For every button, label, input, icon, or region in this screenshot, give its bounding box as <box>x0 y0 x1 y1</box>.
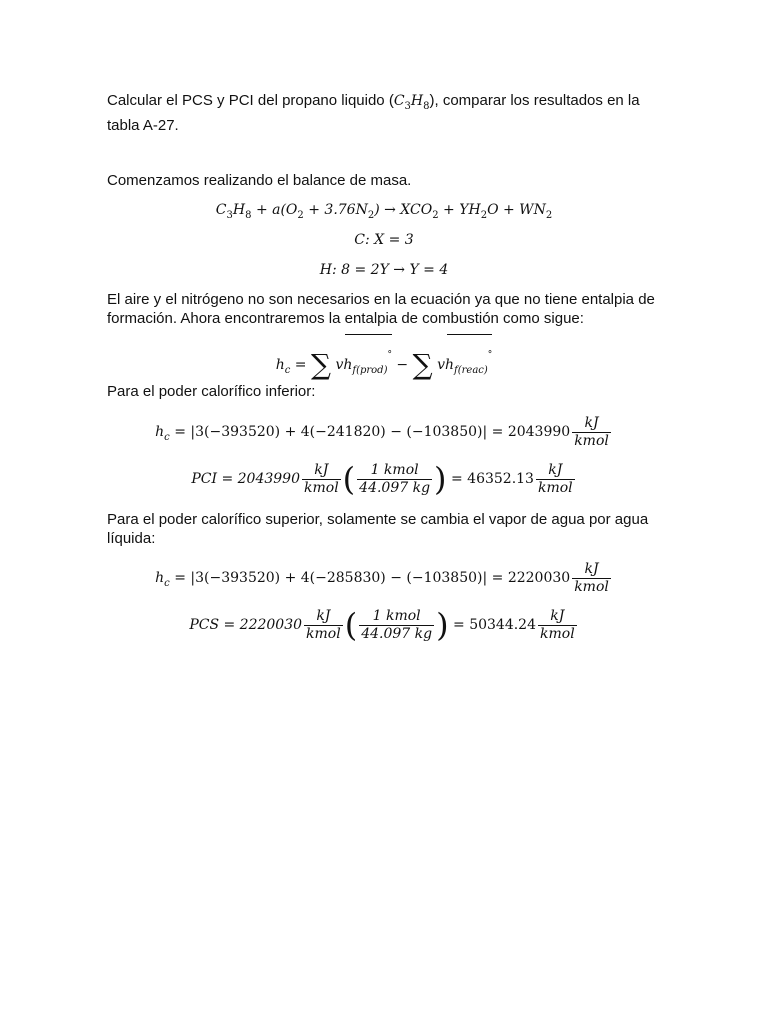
balance-intro: Comenzamos realizando el balance de masa. <box>107 172 412 189</box>
propane-formula: $C_3H_8$ <box>393 93 430 112</box>
pcs-equation: PCS = 2220030 $\frac{kJ}{\text{kmol}}$ ( $\frac{\text{1 kmol}}{44.097 kg}$ ) = 50344.24 $\frac{kJ}{\text{kmol}}$ <box>189 606 575 644</box>
pcs-heading: Para el poder calorífico superior, solamente se cambia el vapor de agua por agua líquida: <box>107 511 649 547</box>
enthalpy-paragraph: El aire y el nitrógeno no son necesarios en la ecuación ya que no tiene entalpia de formación. Ahora encontraremos la entalpia de combustión como sigue: <box>107 291 655 327</box>
pci-equation: PCI = 2043990 $\frac{kJ}{\text{kmol}}$ ( $\frac{\text{1 kmol}}{44.097 kg}$ ) = 46352.13 $\frac{kJ}{\text{kmol}}$ <box>191 460 573 498</box>
hc-lower-equation: $h_c = |3(-393520) + 4(-241820) - (-103850)| = 2043990$ $\frac{kJ}{\text{kmol}}$ <box>155 414 609 449</box>
pci-heading: Para el poder calorífico inferior: <box>107 383 316 400</box>
enthalpy-of-combustion-formula: $h_c$ = ∑ $vh_{f(prod)}^\circ$ − ∑ $vh_{f(reac)}^\circ$ <box>0 338 768 372</box>
problem-statement: Calcular el PCS y PCI del propano liquido $(C_3H_8)$, comparar los resultados en la tabla A-27. <box>107 92 640 134</box>
combustion-reaction: $C_3H_8 + a(O_2 + 3.76N_2) \to XCO_2 + YH_2O + WN_2$ <box>215 202 553 221</box>
carbon-balance: C: X = 3 <box>354 232 414 248</box>
hydrogen-balance: H: 8 = 2Y → Y = 4 <box>319 262 449 278</box>
hc-higher-equation: $h_c = |3(-393520) + 4(-285830) - (-103850)| = 2220030$ $\frac{kJ}{\text{kmol}}$ <box>155 560 609 595</box>
